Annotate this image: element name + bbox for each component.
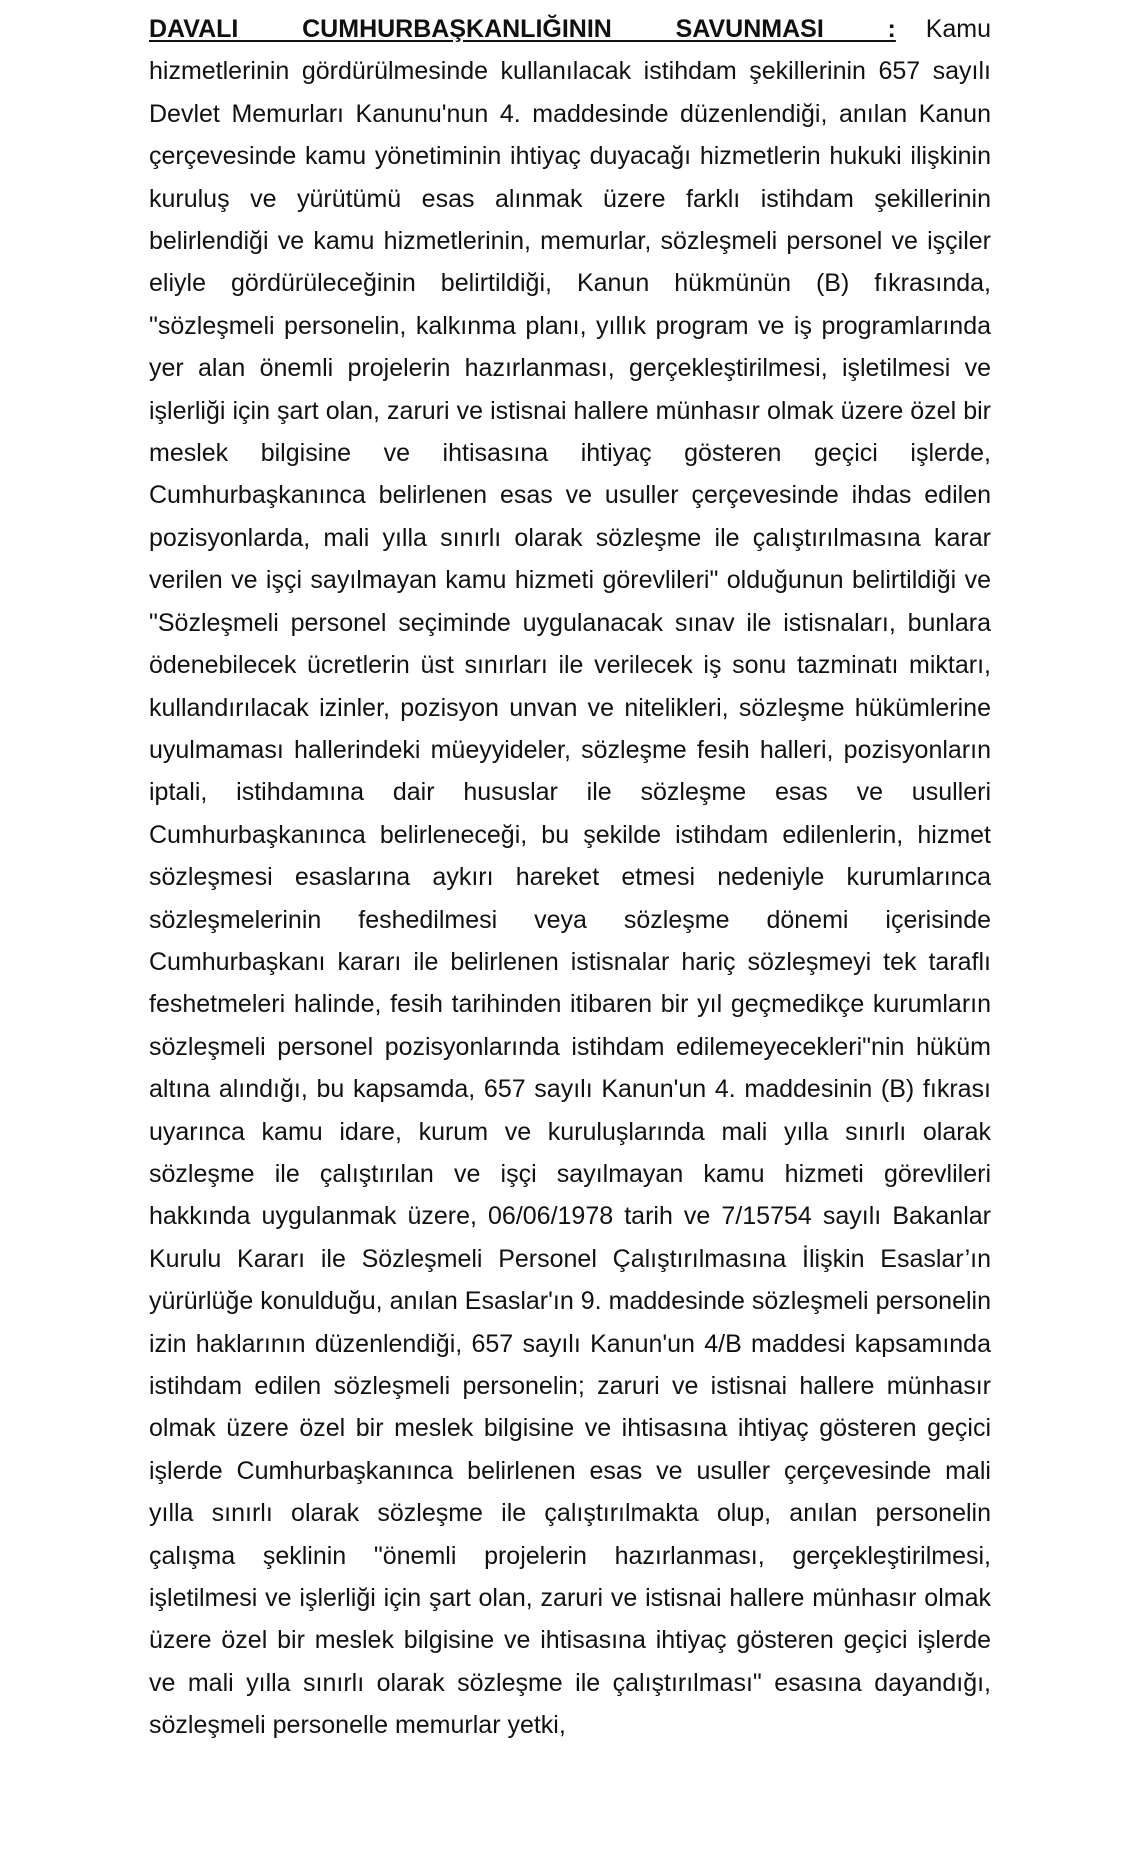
section-heading: DAVALI CUMHURBAŞKANLIĞININ SAVUNMASI : xyxy=(149,15,896,43)
defense-paragraph xyxy=(149,8,991,1747)
section-body: Kamu hizmetlerinin gördürülmesinde kullanılacak istihdam şekillerinin 657 sayılı Devlet Memurları Kanunu'nun 4. maddesinde düzenlendiği, anılan Kanun çerçevesinde kamu yönetiminin ihtiyaç duyacağı hizmetlerin hukuki ilişkinin kuruluş ve yürütümü esas alınmak üzere farklı istihdam şekillerinin belirlendiği ve kamu hizmetlerinin, memurlar, sözleşmeli personel ve işçiler eliyle gördürüleceğinin belirtildiği, Kanun hükmünün (B) fıkrasında, "sözleşmeli personelin, kalkınma planı, yıllık program ve iş programlarında yer alan önemli projelerin hazırlanması, gerçekleştirilmesi, işletilmesi ve işlerliği için şart olan, zaruri ve istisnai hallere münhasır olmak üzere özel bir meslek bilgisine ve ihtisasına ihtiyaç gösteren geçici işlerde, Cumhurbaşkanınca belirlenen esas ve usuller çerçevesinde ihdas edilen pozisyonlarda, mali yılla sınırlı olarak sözleşme ile çalıştırılmasına karar verilen ve işçi sayılmayan kamu hizmeti görevlileri" olduğunun belirtildiği ve "Sözleşmeli personel seçiminde uygulanacak sınav ile istisnaları, bunlara ödenebilecek ücretlerin üst sınırları ile verilecek iş sonu tazminatı miktarı, kullandırılacak izinler, pozisyon unvan ve nitelikleri, sözleşme hükümlerine uyulmaması hallerindeki müeyyideler, sözleşme fesih halleri, pozisyonların iptali, istihdamına dair hususlar ile sözleşme esas ve usulleri Cumhurbaşkanınca belirleneceği, bu şekilde istihdam edilenlerin, hizmet sözleşmesi esaslarına aykırı hareket etmesi nedeniyle kurumlarınca sözleşmelerinin feshedilmesi veya sözleşme dönemi içerisinde Cumhurbaşkanı kararı ile belirlenen istisnalar hariç sözleşmeyi tek taraflı feshetmeleri halinde, fesih tarihinden itibaren bir yıl geçmedikçe kurumların sözleşmeli personel pozisyonlarında istihdam edilemeyecekleri"nin hüküm altına alındığı, bu kapsamda, 657 sayılı Kanun'un 4. maddesinin (B) fıkrası uyarınca kamu idare, kurum ve kuruluşlarında mali yılla sınırlı olarak sözleşme ile çalıştırılan ve işçi sayılmayan kamu hizmeti görevlileri hakkında uygulanmak üzere, 06/06/1978 tarih ve 7/15754 sayılı Bakanlar Kurulu Kararı ile Sözleşmeli Personel Çalıştırılmasına İlişkin Esaslar’ın yürürlüğe konulduğu, anılan Esaslar'ın 9. maddesinde sözleşmeli personelin izin haklarının düzenlendiği, 657 sayılı Kanun'un 4/B maddesi kapsamında istihdam edilen sözleşmeli personelin; zaruri ve istisnai hallere münhasır olmak üzere özel bir meslek bilgisine ve ihtisasına ihtiyaç gösteren geçici işlerde Cumhurbaşkanınca belirlenen esas ve usuller çerçevesinde mali yılla sınırlı olarak sözleşme ile çalıştırılmakta olup, anılan personelin çalışma şeklinin "önemli projelerin hazırlanması, gerçekleştirilmesi, işletilmesi ve işlerliği için şart olan, zaruri ve istisnai hallere münhasır olmak üzere özel bir meslek bilgisine ve ihtisasına ihtiyaç gösteren geçici işlerde ve mali yılla sınırlı olarak sözleşme ile çalıştırılması" esasına dayandığı, sözleşmeli personelle memurlar yetki, xyxy=(149,15,991,1740)
document-page xyxy=(149,8,991,1747)
